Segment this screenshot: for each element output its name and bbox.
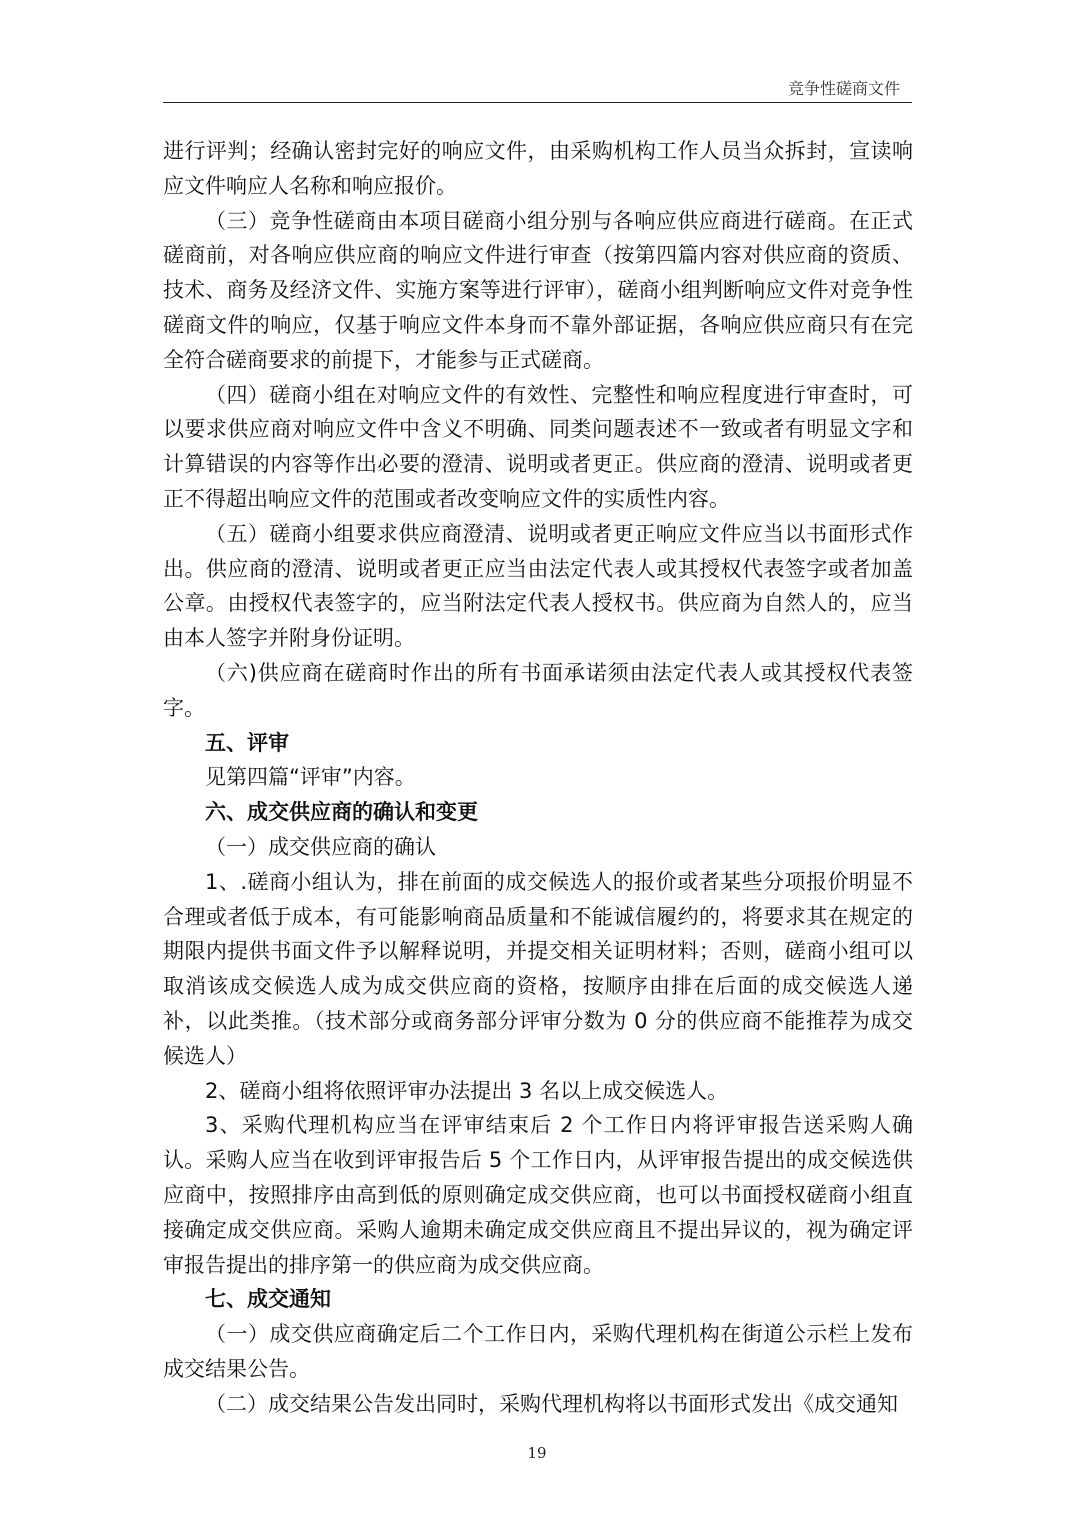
paragraph: （三）竞争性磋商由本项目磋商小组分别与各响应供应商进行磋商。在正式磋商前，对各响应供应商的响应文件进行审查（按第四篇内容对供应商的资质、技术、商务及经济文件、实施方案等进行评审），磋商小组判断响应文件对竞争性磋商文件的响应，仅基于响应文件本身而不靠外部证据，各响应供应商只有在完全符合磋商要求的前提下，才能参与正式磋商。 (163, 208, 913, 372)
header-title: 竞争性磋商文件 (787, 79, 900, 98)
paragraph: 见第四篇“评审”内容。 (205, 765, 416, 790)
section-heading: 五、评审 (205, 730, 289, 755)
header-divider (163, 102, 912, 103)
paragraph: （五）磋商小组要求供应商澄清、说明或者更正响应文件应当以书面形式作出。供应商的澄清、说明或者更正应当由法定代表人或其授权代表签字或者加盖公章。由授权代表签字的，应当附法定代表人授权书。供应商为自然人的，应当由本人签字并附身份证明。 (163, 521, 913, 651)
document-body (163, 134, 913, 1421)
page-number: 19 (527, 1444, 547, 1462)
subsection-heading: （一）成交供应商的确认 (205, 834, 436, 859)
paragraph: （四）磋商小组在对响应文件的有效性、完整性和响应程度进行审查时，可以要求供应商对响应文件中含义不明确、同类问题表述不一致或者有明显文字和计算错误的内容等作出必要的澄清、说明或者更正。供应商的澄清、说明或者更正不得超出响应文件的范围或者改变响应文件的实质性内容。 (163, 382, 913, 511)
paragraph: （二）成交结果公告发出同时，采购代理机构将以书面形式发出《成交通知 (205, 1391, 898, 1416)
paragraph: （六)供应商在磋商时作出的所有书面承诺须由法定代表人或其授权代表签字。 (163, 660, 913, 720)
paragraph: 3、采购代理机构应当在评审结束后 2 个工作日内将评审报告送采购人确认。采购人应当在收到评审报告后 5 个工作日内，从评审报告提出的成交候选供应商中，按照排序由高到低的原则确定成交供应商，也可以书面授权磋商小组直接确定成交供应商。采购人逾期未确定成交供应商且不提出异议的，视为确定评审报告提出的排序第一的供应商为成交供应商。 (163, 1113, 913, 1277)
paragraph: （一）成交供应商确定后二个工作日内，采购代理机构在街道公示栏上发布成交结果公告。 (163, 1322, 913, 1381)
paragraph: 进行评判；经确认密封完好的响应文件，由采购机构工作人员当众拆封，宣读响应文件响应人名称和响应报价。 (163, 139, 913, 198)
paragraph: 2、磋商小组将依照评审办法提出 3 名以上成交候选人。 (205, 1078, 729, 1103)
section-heading: 七、成交通知 (205, 1287, 331, 1312)
paragraph: 1、.磋商小组认为，排在前面的成交候选人的报价或者某些分项报价明显不合理或者低于成本，有可能影响商品质量和不能诚信履约的，将要求其在规定的期限内提供书面文件予以解释说明，并提交相关证明材料；否则，磋商小组可以取消该成交候选人成为成交供应商的资格，按顺序由排在后面的成交候选人递补，以此类推。（技术部分或商务部分评审分数为 0 分的供应商不能推荐为成交候选人） (163, 869, 913, 1068)
section-heading: 六、成交供应商的确认和变更 (205, 800, 478, 825)
